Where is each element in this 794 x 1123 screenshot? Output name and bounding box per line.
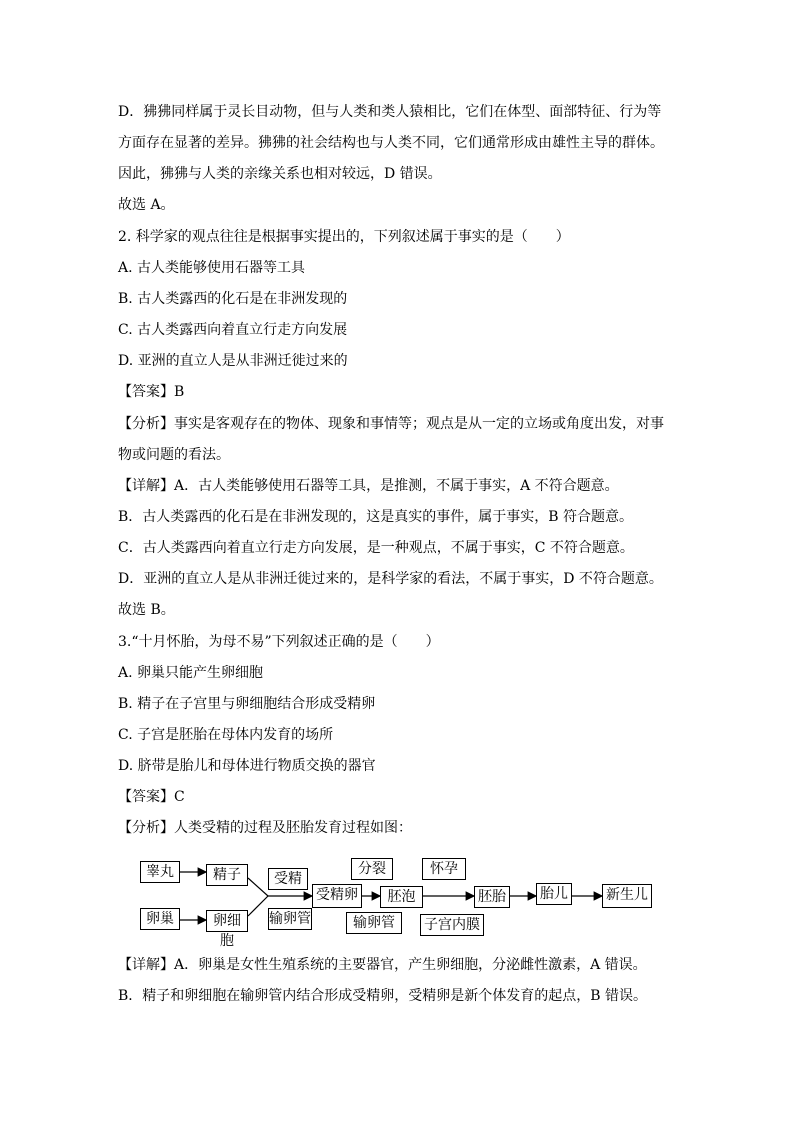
zygote-box: 受精卵 xyxy=(312,884,362,908)
explanation: 【详解】A．卵巢是女性生殖系统的主要器官，产生卵细胞，分泌雌性激素，A 错误。 xyxy=(118,957,647,973)
sperm-box: 精子 xyxy=(206,864,248,886)
explanation: 【详解】A．古人类能够使用石器等工具，是推测，不属于事实，A 不符合题意。 xyxy=(118,478,619,494)
fertilization-box: 受精 xyxy=(268,868,308,890)
endometrium-box: 子宫内膜 xyxy=(420,914,484,936)
question-2: 2. 科学家的观点往往是根据事实提出的，下列叙述属于事实的是（ ） xyxy=(118,229,570,245)
division-box: 分裂 xyxy=(351,858,393,880)
answer: 【答案】B xyxy=(118,384,185,400)
pregnancy-box: 怀孕 xyxy=(422,858,466,880)
embryo-box: 胚胎 xyxy=(474,886,510,908)
text-line: 方面存在显著的差异。狒狒的社会结构也与人类不同，它们通常形成由雄性主导的群体。 xyxy=(118,135,664,151)
option-d: D. 脐带是胎儿和母体进行物质交换的器官 xyxy=(118,758,376,774)
option-d: D. 亚洲的直立人是从非洲迁徙过来的 xyxy=(118,353,348,369)
explanation-d: D．亚洲的直立人是从非洲迁徙过来的，是科学家的看法，不属于事实，D 不符合题意。 xyxy=(118,571,663,587)
analysis: 【分析】事实是客观存在的物体、现象和事情等；观点是从一定的立场或角度出发，对事 xyxy=(118,416,664,432)
text-line: 故选 A。 xyxy=(118,197,175,213)
option-a: A. 古人类能够使用石器等工具 xyxy=(118,260,306,276)
egg-box: 卵细胞 xyxy=(206,910,248,932)
option-a: A. 卵巢只能产生卵细胞 xyxy=(118,665,264,681)
analysis-cont: 物或问题的看法。 xyxy=(118,447,230,463)
analysis: 【分析】人类受精的过程及胚胎发育过程如图： xyxy=(118,820,412,836)
fetus-box: 胎儿 xyxy=(536,883,572,905)
explanation-b: B．古人类露西的化石是在非洲发现的，这是真实的事件，属于事实，B 符合题意。 xyxy=(118,509,634,525)
oviduct-box: 输卵管 xyxy=(268,908,312,930)
oviduct-box-2: 输卵管 xyxy=(346,912,402,934)
question-3: 3.“十月怀胎，为母不易”下列叙述正确的是（ ） xyxy=(118,634,440,650)
text-line: D．狒狒同样属于灵长目动物，但与人类和类人猿相比，它们在体型、面部特征、行为等 xyxy=(118,104,662,120)
blastocyst-box: 胚泡 xyxy=(380,886,423,908)
fertilization-diagram xyxy=(136,852,656,949)
explanation-c: C．古人类露西向着直立行走方向发展，是一种观点，不属于事实，C 不符合题意。 xyxy=(118,540,634,556)
answer: 【答案】C xyxy=(118,789,185,805)
option-b: B. 古人类露西的化石是在非洲发现的 xyxy=(118,291,348,307)
ovary-box: 卵巢 xyxy=(140,908,180,930)
newborn-box: 新生儿 xyxy=(602,884,652,908)
text-line: 因此，狒狒与人类的亲缘关系也相对较远，D 错误。 xyxy=(118,166,442,182)
option-c: C. 子宫是胚胎在母体内发育的场所 xyxy=(118,727,334,743)
testis-box: 睾丸 xyxy=(140,861,180,883)
choose: 故选 B。 xyxy=(118,602,175,618)
option-c: C. 古人类露西向着直立行走方向发展 xyxy=(118,322,348,338)
explanation-b: B．精子和卵细胞在输卵管内结合形成受精卵，受精卵是新个体发育的起点，B 错误。 xyxy=(118,988,648,1004)
option-b: B. 精子在子宫里与卵细胞结合形成受精卵 xyxy=(118,696,376,712)
